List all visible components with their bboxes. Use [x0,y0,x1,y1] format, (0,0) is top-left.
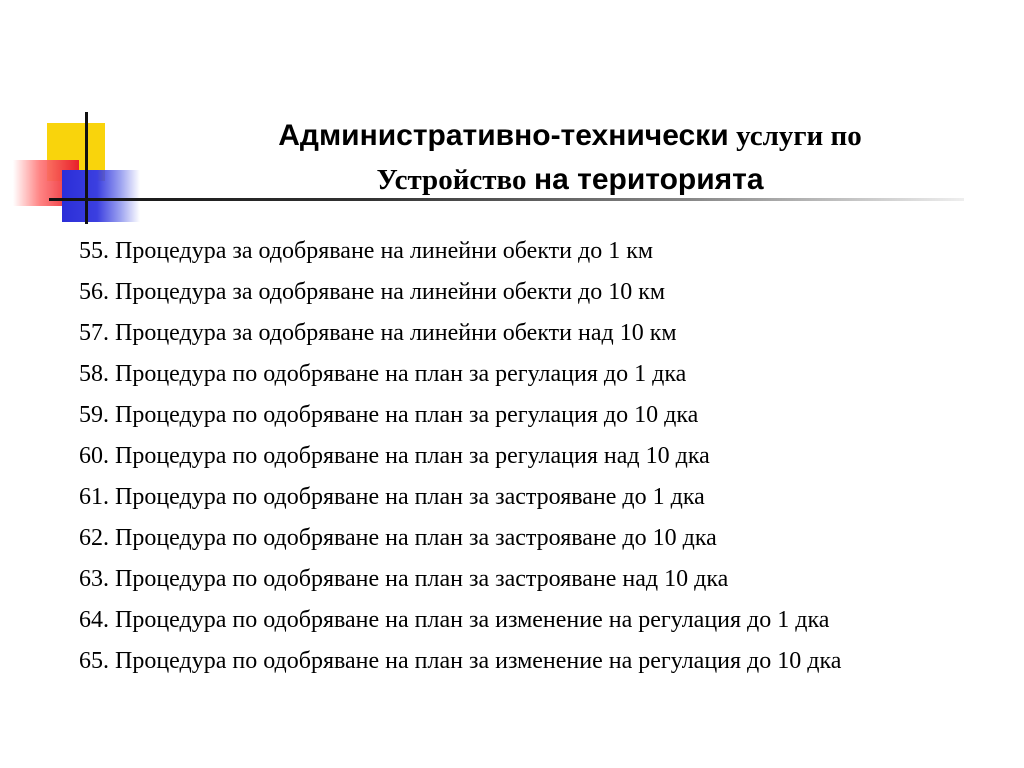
list-item: 58. Процедура по одобряване на план за регулация до 1 дка [79,361,687,387]
blue-square [62,170,140,222]
slide-title [140,114,1000,202]
slide-decoration-logo [0,0,160,240]
list-item: 57. Процедура за одобряване на линейни обекти над 10 км [79,320,677,346]
title-part-3: Устройство [376,164,527,196]
list-item: 60. Процедура по одобряване на план за регулация над 10 дка [79,443,710,469]
list-item: 64. Процедура по одобряване на план за изменение на регулация до 1 дка [79,607,830,633]
vertical-rule [85,112,88,224]
procedure-list [79,231,841,682]
list-item: 63. Процедура по одобряване на план за застрояване над 10 дка [79,566,729,592]
list-item: 61. Процедура по одобряване на план за застрояване до 1 дка [79,484,705,510]
title-part-4: на територията [533,163,764,196]
list-item: 55. Процедура за одобряване на линейни обекти до 1 км [79,238,654,264]
list-item: 56. Процедура за одобряване на линейни обекти до 10 км [79,279,666,305]
list-item: 59. Процедура по одобряване на план за регулация до 10 дка [79,402,699,428]
title-part-2: услуги по [736,120,862,152]
list-item: 65. Процедура по одобряване на план за изменение на регулация до 10 дка [79,648,842,674]
list-item: 62. Процедура по одобряване на план за застрояване до 10 дка [79,525,717,551]
title-part-1: Административно-технически [278,119,729,152]
